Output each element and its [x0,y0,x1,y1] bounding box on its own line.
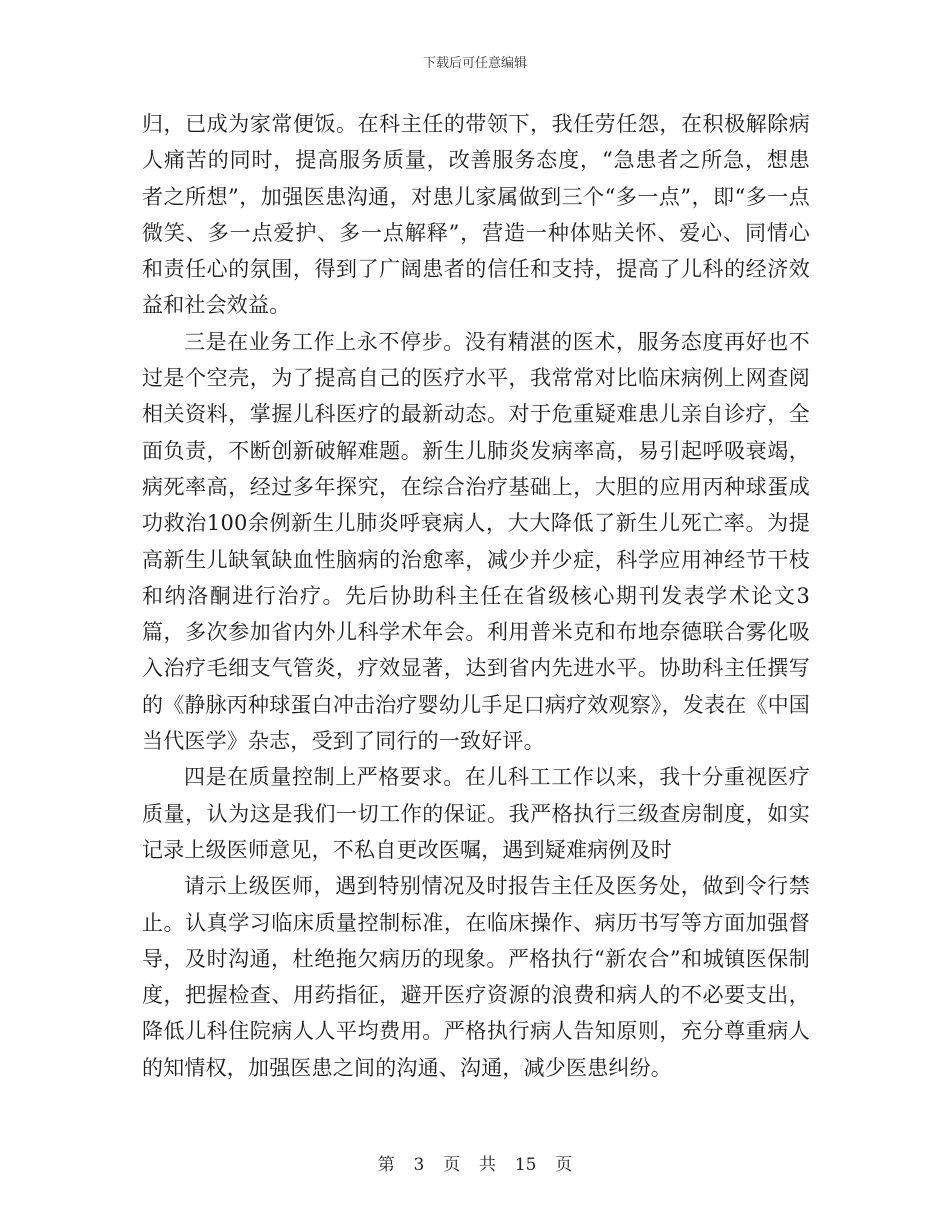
footer-suffix: 页 [555,1155,573,1175]
paragraph-business-work: 三是在业务工作上永不停步。没有精湛的医术，服务态度再好也不过是个空壳，为了提高自己的医疗水平，我常常对比临床病例上网查阅相关资料，掌握儿科医疗的最新动态。对于危重疑难患儿亲自诊疗，全面负责，不断创新破解难题。新生儿肺炎发病率高，易引起呼吸衰竭，病死率高，经过多年探究，在综合治疗基础上，大胆的应用丙种球蛋成功救治100余例新生儿肺炎呼衰病人，大大降低了新生儿死亡率。为提高新生儿缺氧缺血性脑病的治愈率，减少并少症，科学应用神经节干枝和纳洛酮进行治疗。先后协助科主任在省级核心期刊发表学术论文3篇，多次参加省内外儿科学术年会。利用普米克和布地奈德联合雾化吸入治疗毛细支气管炎，疗效显著，达到省内先进水平。协助科主任撰写的《静脉丙种球蛋白冲击治疗婴幼儿手足口病疗效观察》，发表在《中国当代医学》杂志，受到了同行的一致好评。 [142,329,810,754]
paragraph-quality-control-cont: 请示上级医师，遇到特别情况及时报告主任及医务处，做到令行禁止。认真学习临床质量控制标准，在临床操作、病历书写等方面加强督导，及时沟通，杜绝拖欠病历的现象。严格执行“新农合”和城镇医保制度，把握检查、用药指征，避开医疗资源的浪费和病人的不必要支出，降低儿科住院病人人平均费用。严格执行病人告知原则，充分尊重病人的知情权，加强医患之间的沟通、沟通，减少医患纠纷。 [142,874,810,1080]
current-page-number: 3 [413,1155,425,1175]
total-pages-number: 15 [514,1155,537,1175]
footer-total-word: 共 [479,1155,496,1175]
page-footer [0,1150,950,1175]
document-body [142,106,810,1086]
paragraph-continuation: 归，已成为家常便饭。在科主任的带领下，我任劳任怨，在积极解除病人痛苦的同时，提高服务质量，改善服务态度，“急患者之所急，想患者之所想”，加强医患沟通，对患儿家属做到三个“多一点”，即“多一点微笑、多一点爱护、多一点解释”，营造一种体贴关怀、爱心、同情心和责任心的氛围，得到了广阔患者的信任和支持，提高了儿科的经济效益和社会效益。 [142,112,810,318]
paragraph-quality-control: 四是在质量控制上严格要求。在儿科工工作以来，我十分重视医疗质量，认为这是我们一切工作的保证。我严格执行三级查房制度，如实记录上级医师意见，不私自更改医嘱，遇到疑难病例及时 [142,765,810,862]
footer-prefix: 第 [377,1155,395,1175]
footer-page-word: 页 [443,1155,461,1175]
page-header: 下载后可任意编辑 [422,56,527,71]
